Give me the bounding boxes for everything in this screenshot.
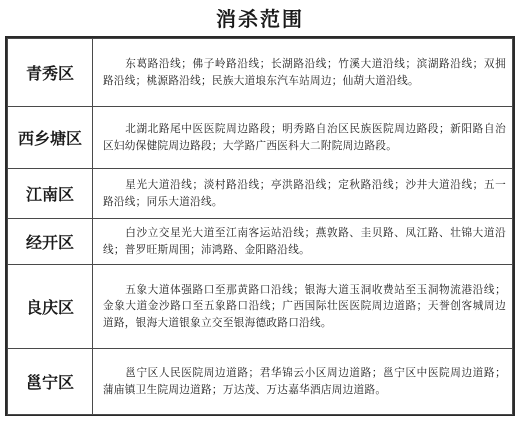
table-row [8, 169, 513, 219]
disinfection-scope-table [5, 36, 515, 416]
district-areas: 北湖北路尾中医医院周边路段；明秀路自治区民族医院周边路段；新阳路自治区妇幼保健院周边路段；大学路广西医科大二附院周边路段。 [93, 107, 513, 169]
table-row [8, 107, 513, 169]
district-areas: 白沙立交星光大道至江南客运站沿线；燕敦路、圭贝路、凤江路、壮锦大道沿线；普罗旺斯周围；沛鸿路、金阳路沿线。 [93, 219, 513, 265]
page-title: 消杀范围 [216, 7, 304, 31]
district-name: 良庆区 [8, 265, 93, 349]
district-name: 邕宁区 [8, 349, 93, 415]
table-row [8, 219, 513, 265]
scope-table [7, 38, 513, 415]
district-name: 经开区 [8, 219, 93, 265]
district-areas: 星光大道沿线；淡村路沿线；亭洪路沿线；定秋路沿线；沙井大道沿线；五一路沿线；同乐大道沿线。 [93, 169, 513, 219]
table-row [8, 39, 513, 107]
district-name: 江南区 [8, 169, 93, 219]
district-areas: 东葛路沿线；佛子岭路沿线；长湖路沿线；竹溪大道沿线；滨湖路沿线；双拥路沿线；桃源路沿线；民族大道埌东汽车站周边；仙葫大道沿线。 [93, 39, 513, 107]
table-row [8, 349, 513, 415]
district-name: 西乡塘区 [8, 107, 93, 169]
table-row [8, 265, 513, 349]
district-areas: 邕宁区人民医院周边道路；君华锦云小区周边道路；邕宁区中医院周边道路；蒲庙镇卫生院周边道路；万达茂、万达嘉华酒店周边道路。 [93, 349, 513, 415]
district-name: 青秀区 [8, 39, 93, 107]
district-areas: 五象大道体强路口至那黄路口沿线；银海大道玉洞收费站至玉洞物流港沿线；金象大道金沙路口至五象路口沿线；广西国际壮医医院周边道路；天誉创客城周边道路，银海大道银象立交至银海德政路口沿线。 [93, 265, 513, 349]
